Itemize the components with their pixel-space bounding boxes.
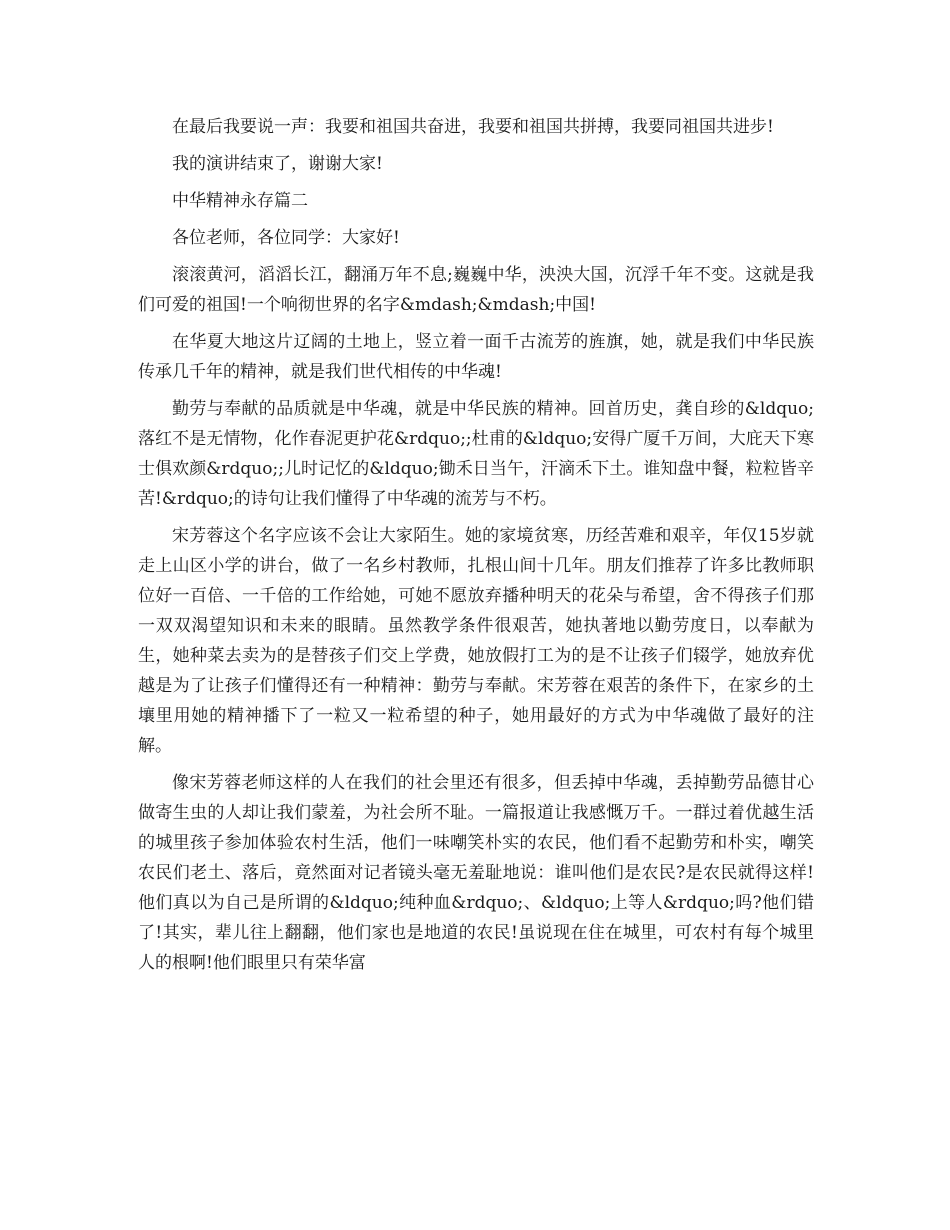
paragraph-greeting: 各位老师，各位同学：大家好! (172, 228, 400, 248)
paragraph-flag: 在华夏大地这片辽阔的土地上，竖立着一面千古流芳的旌旗，她，就是我们中华民族传承几千年的精神，就是我们世代相传的中华魂! (138, 332, 814, 382)
paragraph-speech-end: 我的演讲结束了，谢谢大家! (172, 154, 383, 174)
paragraph-closing-statement: 在最后我要说一声：我要和祖国共奋进，我要和祖国共拼搏，我要同祖国共进步! (172, 117, 774, 137)
section-title: 中华精神永存篇二 (172, 191, 308, 211)
paragraph-rivers: 滚滚黄河，滔滔长江，翻涌万年不息;巍巍中华，泱泱大国，沉浮千年不变。这就是我们可爱的祖国!一个响彻世界的名字&mdash;&mdash;中国! (138, 265, 814, 315)
document-body (138, 112, 814, 985)
paragraph-song-fangrong: 宋芳蓉这个名字应该不会让大家陌生。她的家境贫寒，历经苦难和艰辛，年仅15岁就走上山区小学的讲台，做了一名乡村教师，扎根山间十几年。朋友们推荐了许多比教师职位好一百倍、一千倍的工作给她，可她不愿放弃播种明天的花朵与希望，舍不得孩子们那一双双渴望知识和未来的眼睛。虽然教学条件很艰苦，她执著地以勤劳度日，以奉献为生，她种菜去卖为的是替孩子们交上学费，她放假打工为的是不让孩子们辍学，她放弃优越是为了让孩子们懂得还有一种精神：勤劳与奉献。宋芳蓉在艰苦的条件下，在家乡的土壤里用她的精神播下了一粒又一粒希望的种子，她用最好的方式为中华魂做了最好的注解。 (138, 526, 814, 756)
paragraph-city-children: 像宋芳蓉老师这样的人在我们的社会里还有很多，但丢掉中华魂，丢掉勤劳品德甘心做寄生虫的人却让我们蒙羞，为社会所不耻。一篇报道让我感慨万千。一群过着优越生活的城里孩子参加体验农村生活，他们一味嘲笑朴实的农民，他们看不起勤劳和朴实，嘲笑农民们老土、落后，竟然面对记者镜头毫无羞耻地说：谁叫他们是农民?是农民就得这样!他们真以为自己是所谓的&ldquo;纯种血&rdquo;、&ldquo;上等人&rdquo;吗?他们错了!其实，辈儿往上翻翻，他们家也是地道的农民!虽说现在住在城里，可农村有每个城里人的根啊!他们眼里只有荣华富 (138, 773, 814, 973)
paragraph-diligence: 勤劳与奉献的品质就是中华魂，就是中华民族的精神。回首历史，龚自珍的&ldquo;落红不是无情物，化作春泥更护花&rdquo;;杜甫的&ldquo;安得广厦千万间，大庇天下寒士俱欢颜&rdquo;;儿时记忆的&ldquo;锄禾日当午，汗滴禾下土。谁知盘中餐，粒粒皆辛苦!&rdquo;的诗句让我们懂得了中华魂的流芳与不朽。 (138, 399, 814, 509)
